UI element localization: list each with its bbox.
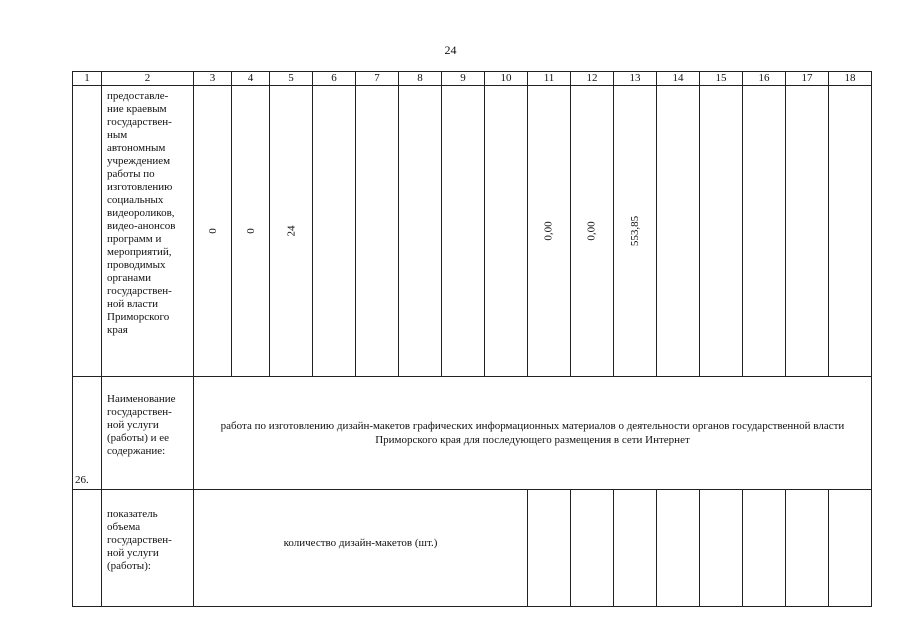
label-line: видео-анонсов [107, 220, 176, 232]
services-table [72, 71, 872, 607]
value-col13: 553,85 [629, 215, 641, 247]
column-number: 5 [270, 72, 313, 86]
empty-cell [399, 86, 442, 377]
label-line: проводимых [107, 259, 166, 271]
column-number: 1 [73, 72, 102, 86]
label-line: государствен- [107, 285, 172, 297]
value-col3: 0 [206, 228, 219, 234]
empty-cell [700, 86, 743, 377]
column-number: 12 [571, 72, 614, 86]
column-number: 2 [102, 72, 194, 86]
label-line: показатель [107, 508, 158, 520]
empty-cell [657, 490, 700, 607]
empty-cell [743, 490, 786, 607]
label-line: ным [107, 129, 128, 141]
label-line: ной власти [107, 298, 159, 310]
label-line: государствен- [107, 406, 172, 418]
label-line: содержание: [107, 445, 166, 457]
empty-cell [743, 86, 786, 377]
empty-cell [786, 490, 829, 607]
description-line: работа по изготовлению дизайн-макетов графических информационных материалов о деятельности органов государственной власти [220, 420, 845, 432]
row-number-cell [73, 86, 102, 377]
label-line: ной услуги [107, 419, 159, 431]
label-line: изготовлению [107, 181, 173, 193]
column-number: 14 [657, 72, 700, 86]
empty-cell [528, 490, 571, 607]
column-number-row [73, 72, 872, 86]
label-line: Наименование [107, 393, 176, 405]
value-col5: 24 [285, 225, 297, 237]
table-row [73, 377, 872, 490]
indicator-cell: количество дизайн-макетов (шт.) [194, 490, 528, 607]
empty-cell [657, 86, 700, 377]
label-line: ние краевым [107, 103, 167, 115]
column-number: 3 [194, 72, 232, 86]
row-number-cell: 26. [73, 377, 102, 490]
column-number: 9 [442, 72, 485, 86]
label-line: государствен- [107, 116, 172, 128]
service-name-label-cell [102, 377, 194, 490]
service-label-cell [102, 86, 194, 377]
value-cell-col5 [270, 86, 313, 377]
label-line: ной услуги [107, 547, 159, 559]
column-number: 7 [356, 72, 399, 86]
description-line: Приморского края для последующего размещения в сети Интернет [375, 434, 690, 446]
column-number: 17 [786, 72, 829, 86]
empty-cell [829, 86, 872, 377]
empty-cell [356, 86, 399, 377]
empty-cell [571, 490, 614, 607]
value-cell-col4 [232, 86, 270, 377]
empty-cell [700, 490, 743, 607]
label-line: автономным [107, 142, 166, 154]
value-cell-col3 [194, 86, 232, 377]
label-line: программ и [107, 233, 162, 245]
column-number: 16 [743, 72, 786, 86]
value-col11: 0,00 [543, 221, 555, 241]
table-row [73, 86, 872, 377]
value-col12: 0,00 [586, 221, 598, 241]
column-number: 8 [399, 72, 442, 86]
column-number: 13 [614, 72, 657, 86]
empty-cell [442, 86, 485, 377]
label-line: работы по [107, 168, 155, 180]
column-number: 18 [829, 72, 872, 86]
empty-cell [614, 490, 657, 607]
label-line: социальных [107, 194, 164, 206]
label-line: объема [107, 521, 141, 533]
value-col4: 0 [244, 228, 257, 234]
column-number: 4 [232, 72, 270, 86]
page-number: 24 [444, 43, 457, 57]
column-number: 15 [700, 72, 743, 86]
label-line: мероприятий, [107, 246, 172, 258]
empty-cell [485, 86, 528, 377]
column-number: 10 [485, 72, 528, 86]
label-line: учреждением [107, 155, 171, 167]
column-number: 6 [313, 72, 356, 86]
empty-cell [786, 86, 829, 377]
label-line: (работы): [107, 560, 151, 572]
label-line: видеороликов, [107, 207, 175, 219]
column-number: 11 [528, 72, 571, 86]
label-line: предоставле- [107, 90, 169, 102]
value-cell-col12 [571, 86, 614, 377]
service-description-cell [194, 377, 872, 490]
value-cell-col13 [614, 86, 657, 377]
label-line: (работы) и ее [107, 432, 170, 444]
empty-cell [313, 86, 356, 377]
empty-cell [829, 490, 872, 607]
value-cell-col11 [528, 86, 571, 377]
label-line: органами [107, 272, 152, 284]
label-line: края [107, 324, 128, 336]
table-row [73, 490, 872, 607]
label-line: государствен- [107, 534, 172, 546]
indicator-label-cell [102, 490, 194, 607]
row-number-cell [73, 490, 102, 607]
label-line: Приморского [107, 311, 170, 323]
